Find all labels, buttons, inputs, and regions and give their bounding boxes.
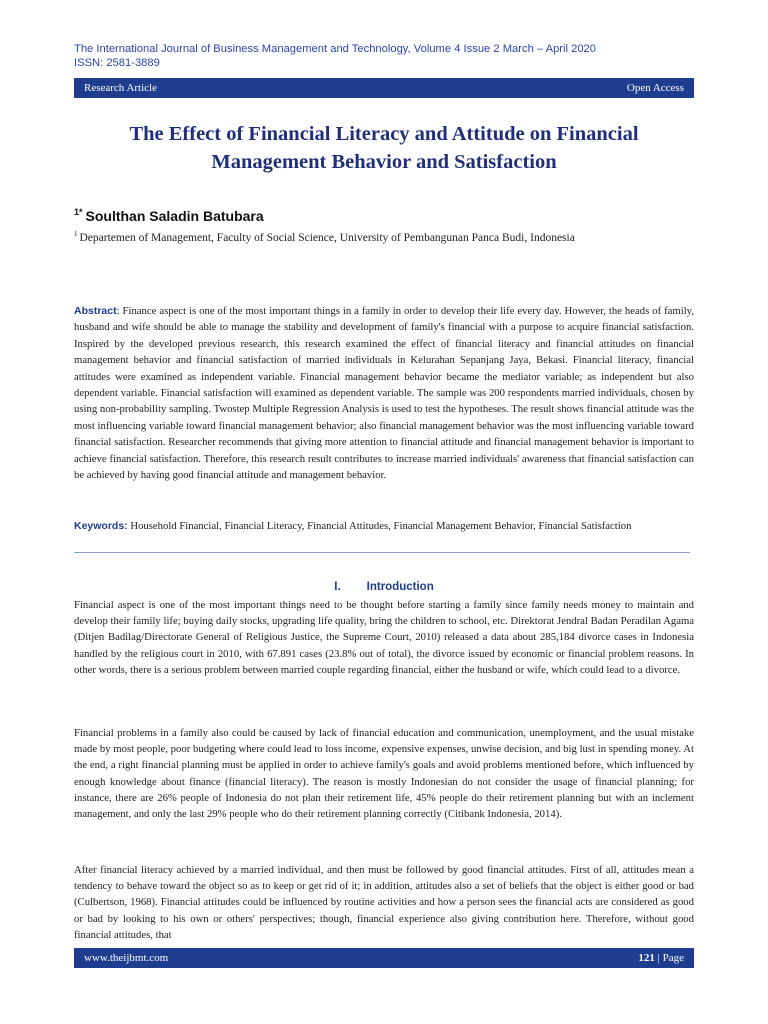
paper-title [74, 120, 694, 176]
journal-header [74, 42, 694, 70]
body-paragraph: Financial problems in a family also could be caused by lack of financial education and communication, unemployment, and the usual mistake made by most people, poor budgeting where could lead to loss income, expensive expenses, unwise decision, and big lust in spending money. At the end, a right financial planning must be applied in order to achieve family's goals and avoid problems mentioned before, which influenced by enough knowledge about finance (financial literacy). The reason is mostly Indonesian do not consider the usage of financial planning; for instance, there are 26% people of Indonesia do not plan their retirement life, 45% people do their retirement planning but with an inclement management, and only the last 29% people who do their retirement planning correctly (Citibank Indonesia, 2014). [74, 727, 694, 821]
body-paragraph: After financial literacy achieved by a married individual, and then must be followed by good financial attitudes. First of all, attitudes mean a tendency to behave toward the object so as to keep or get rid of it; in addition, attitudes also a set of beliefs that the object is either good or bad (Culbertson, 1968). Financial attitudes could be influenced by routine activities and how a person sees the financial acts are considered as good or bad by looking to his own or others' perspectives; though, financial experience also giving contribution here. Therefore, without good financial attitudes, that [74, 864, 694, 941]
affiliation-marker: 1 [74, 230, 78, 238]
page-label: | Page [654, 952, 684, 964]
section-title: Introduction [366, 581, 434, 593]
article-banner [74, 78, 694, 98]
journal-citation: The International Journal of Business Management and Technology, Volume 4 Issue 2 March – April 2020 [74, 43, 596, 55]
affiliation-line [74, 230, 694, 244]
section-divider [74, 552, 690, 553]
author-marker: 1* [74, 207, 83, 217]
journal-issn: ISSN: 2581-3889 [74, 57, 160, 69]
keywords-label: Keywords: [74, 520, 128, 532]
author-line [74, 207, 694, 224]
affiliation-text: Departemen of Management, Faculty of Social Science, University of Pembangunan Panca Budi, Indonesia [79, 231, 575, 244]
abstract-text: : Finance aspect is one of the most important things in a family in order to develop their life every day. However, the heads of family, husband and wife should be able to manage the stability and development of family's financial with a purpose to acquire financial satisfaction. Inspired by the developed previous research, this research examined the effect of financial literacy and financial attitudes on financial management behavior and financial satisfaction of married individuals in Kelurahan Sepanjang Jaya, Bekasi. Financial literacy, financial attitudes were examined as independent variable. Financial management behavior became the mediator variable; as independent but also dependent variable. Financial satisfaction will examined as dependent variable. The sample was 200 respondents married individuals, chosen by using non-probability sampling. Twostep Multiple Regression Analysis is used to test the hypotheses. The result shows financial attitude was the most influencing variable toward financial management behavior; also financial management behavior was the most influencing variable toward financial satisfaction. Researcher recommends that giving more attention to financial attitude and financial management behavior is important to achieve financial satisfaction. Therefore, this research result contributes to increase married individuals' awareness that financial satisfaction can be achieved by having good financial attitude and management behavior. [74, 305, 694, 482]
page-number: 121 [638, 952, 655, 964]
introduction-heading [74, 581, 694, 593]
article-type: Research Article [84, 82, 157, 94]
author-name: Soulthan Saladin Batubara [85, 208, 264, 224]
journal-website: www.theijbmt.com [84, 952, 169, 964]
page-indicator [638, 952, 684, 964]
section-number: I. [334, 581, 341, 593]
abstract [74, 303, 694, 483]
page-footer [74, 948, 694, 968]
keywords-text: Household Financial, Financial Literacy, Financial Attitudes, Financial Management Behavior, Financial Satisfaction [127, 520, 632, 532]
title-line-2: Management Behavior and Satisfaction [211, 151, 557, 173]
body-paragraph: Financial aspect is one of the most important things need to be thought before starting a family since family needs money to maintain and develop their family life; buying daily stocks, upgrading life quality, bring the children to school, etc. Direktorat Jendral Badan Peradilan Agama (Ditjen Badilag/Directorate General of Religious Justice, the Supreme Court, 2010) released a data about 285,184 divorce cases in Indonesia handled by the religious court in 2010, with 67.891 cases (23.8% out of total), the divorce issued by economic or financial problem reasons. In other words, there is a serious problem between married couple regarding financial, either the husband or wife, which could lead to a divorce. [74, 599, 694, 676]
keywords [74, 518, 694, 534]
title-line-1: The Effect of Financial Literacy and Attitude on Financial [129, 123, 639, 145]
access-type: Open Access [626, 82, 684, 94]
abstract-label: Abstract [74, 305, 117, 317]
